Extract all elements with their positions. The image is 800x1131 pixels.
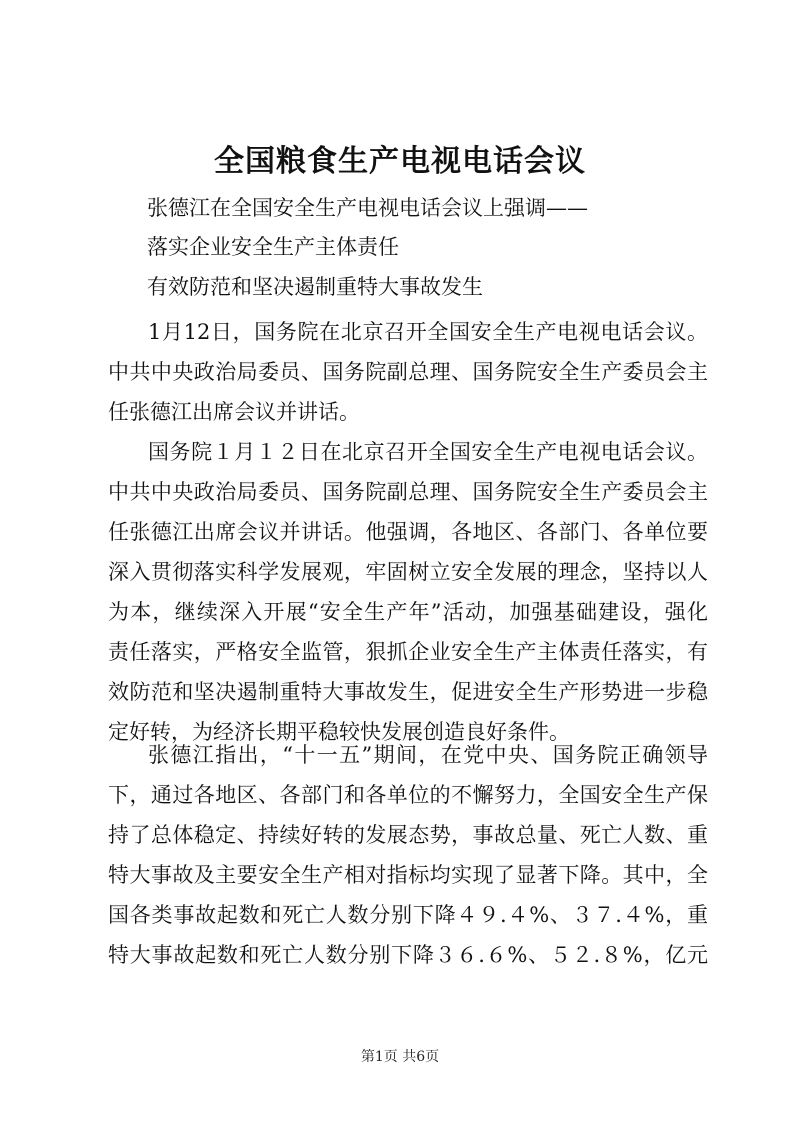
paragraph-line: 持了总体稳定、持续好转的发展态势，事故总量、死亡人数、重	[108, 823, 708, 847]
paragraph-line: 特大事故及主要安全生产相对指标均实现了显著下降。其中，全	[108, 863, 708, 887]
subheading-2: 落实企业安全生产主体责任	[147, 235, 399, 259]
paragraph-line: 下，通过各地区、各部门和各单位的不懈努力，全国安全生产保	[108, 783, 708, 807]
paragraph-line: 深入贯彻落实科学发展观，牢固树立安全发展的理念，坚持以人	[108, 560, 708, 584]
subheading-1: 张德江在全国安全生产电视电话会议上强调——	[147, 196, 588, 220]
paragraph-line: 责任落实，严格安全监管，狠抓企业安全生产主体责任落实，有	[108, 640, 708, 664]
paragraph-2	[108, 432, 708, 752]
document-title: 全国粮食生产电视电话会议	[214, 144, 586, 179]
paragraph-line: 国务院１月１２日在北京召开全国安全生产电视电话会议。	[148, 440, 708, 464]
paragraph-line: 任张德江出席会议并讲话。他强调，各地区、各部门、各单位要	[108, 520, 708, 544]
paragraph-line: 国各类事故起数和死亡人数分别下降４９.４%、３７.４%，重	[108, 903, 708, 927]
paragraph-line: 1月12日，国务院在北京召开全国安全生产电视电话会议。	[148, 320, 708, 344]
paragraph-line: 定好转，为经济长期平稳较快发展创造良好条件。	[108, 720, 570, 744]
paragraph-line: 张德江指出，“十一五”期间，在党中央、国务院正确领导	[148, 743, 708, 767]
paragraph-line: 中共中央政治局委员、国务院副总理、国务院安全生产委员会主	[108, 360, 708, 384]
paragraph-line: 特大事故起数和死亡人数分别下降３６.６%、５２.８%，亿元	[108, 943, 708, 967]
paragraph-3	[108, 735, 708, 975]
paragraph-line: 任张德江出席会议并讲话。	[108, 400, 360, 424]
page-number-footer: 第1页 共6页	[360, 1049, 440, 1065]
paragraph-line: 中共中央政治局委员、国务院副总理、国务院安全生产委员会主	[108, 480, 708, 504]
paragraph-line: 为本，继续深入开展“安全生产年”活动，加强基础建设，强化	[108, 600, 708, 624]
subheading-3: 有效防范和坚决遏制重特大事故发生	[147, 275, 483, 299]
paragraph-line: 效防范和坚决遏制重特大事故发生，促进安全生产形势进一步稳	[108, 680, 708, 704]
paragraph-1	[108, 312, 708, 432]
